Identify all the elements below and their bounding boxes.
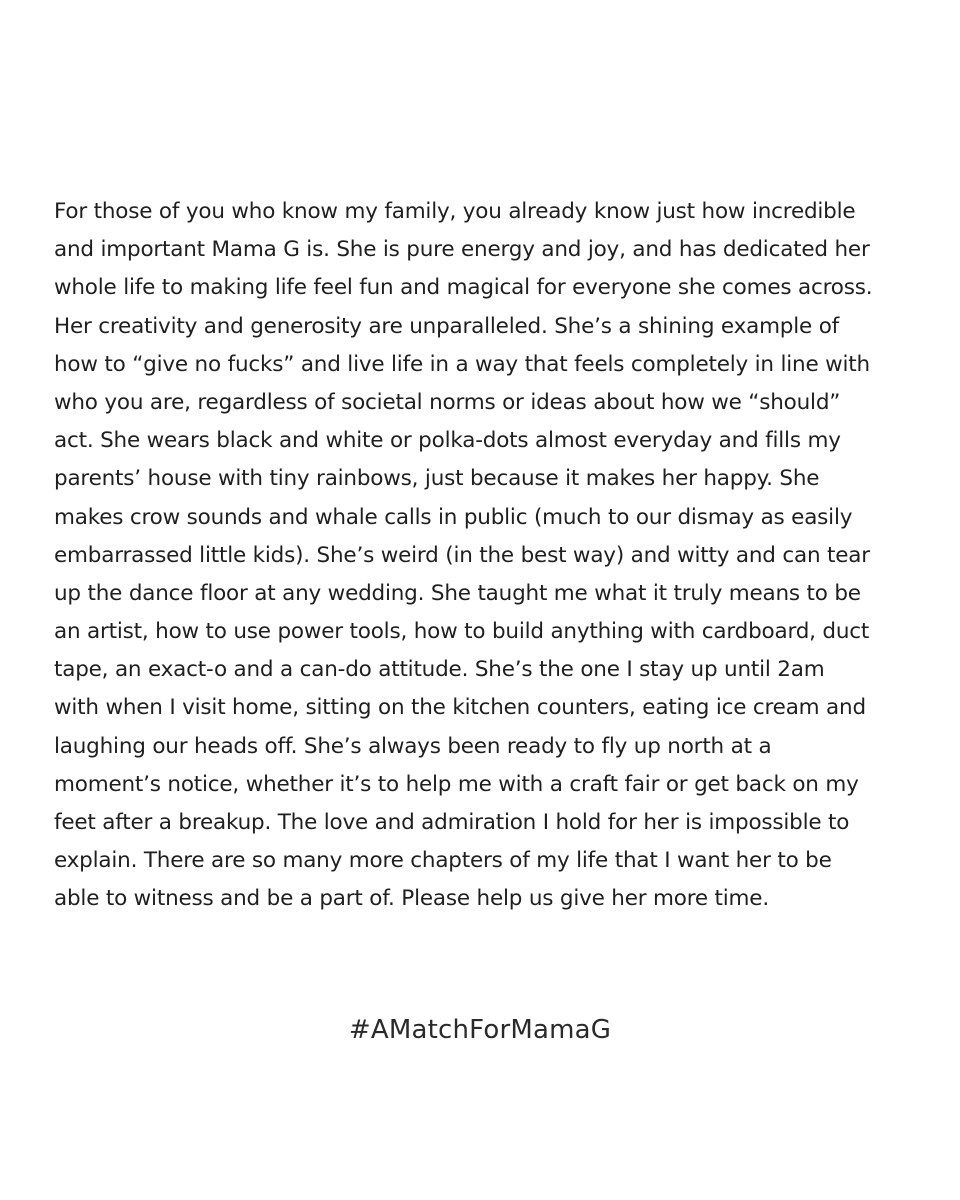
body-line: feet after a breakup. The love and admiration I hold for her is impossible to <box>54 810 850 835</box>
body-line: Her creativity and generosity are unparalleled. She’s a shining example of <box>54 313 840 339</box>
body-line: and important Mama G is. She is pure energy and joy, and has dedicated her <box>54 237 870 263</box>
body-line: moment’s notice, whether it’s to help me with a craft fair or get back on my <box>54 771 859 797</box>
body-line: makes crow sounds and whale calls in public (much to our dismay as easily <box>54 504 853 530</box>
body-line: who you are, regardless of societal norms or ideas about how we “should” <box>54 389 841 415</box>
body-line: whole life to making life feel fun and magical for everyone she comes across. <box>54 275 873 301</box>
body-line: act. She wears black and white or polka-dots almost everyday and fills my <box>54 428 841 454</box>
body-line: laughing our heads off. She’s always been ready to fly up north at a <box>54 733 772 759</box>
body-line: For those of you who know my family, you already know just how incredible <box>54 199 856 224</box>
body-line: how to “give no fucks” and live life in a way that feels completely in line with <box>54 351 870 377</box>
body-line: parents’ house with tiny rainbows, just because it makes her happy. She <box>54 466 820 492</box>
body-line: with when I visit home, sitting on the kitchen counters, eating ice cream and <box>54 695 866 721</box>
body-line: an artist, how to use power tools, how to build anything with cardboard, duct <box>54 619 870 645</box>
body-line: explain. There are so many more chapters of my life that I want her to be <box>54 848 832 874</box>
hashtag: #AMatchForMamaG <box>348 1015 612 1045</box>
body-line: able to witness and be a part of. Please help us give her more time. <box>54 886 769 912</box>
body-line: embarrassed little kids). She’s weird (in the best way) and witty and can tear <box>54 542 870 568</box>
body-line: up the dance floor at any wedding. She taught me what it truly means to be <box>54 580 861 606</box>
body-line: tape, an exact-o and a can-do attitude. She’s the one I stay up until 2am <box>54 657 825 683</box>
post-body-text <box>54 193 914 919</box>
